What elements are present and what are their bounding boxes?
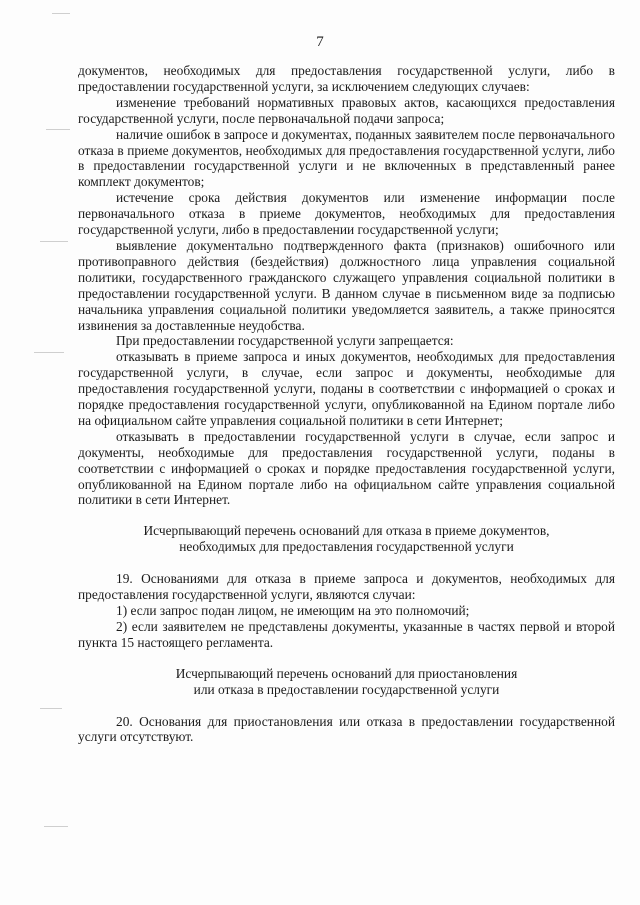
paragraph: истечение срока действия документов или изменение информации после первоначального отказа в приеме документов, необходимых для предоставления государственной услуги, либо в предоставлении государственной услуги; [78, 190, 615, 238]
paragraph: изменение требований нормативных правовых актов, касающихся предоставления государственной услуги, после первоначальной подачи запроса; [78, 94, 615, 126]
document-body [78, 63, 615, 745]
section-heading [78, 523, 615, 555]
section-heading-line: Исчерпывающий перечень оснований для отказа в приеме документов, [143, 523, 550, 539]
paragraph: выявление документально подтвержденного факта (признаков) ошибочного или противоправного действия (бездействия) должностного лица управления социальной политики, государственного гражданского служащего управления социальной политики в предоставлении государственной услуги. В данном случае в письменном виде за подписью начальника управления социальной политики уведомляется заявитель, а также приносятся извинения за доставленные неудобства. [78, 237, 615, 333]
paragraph: 1) если запрос подан лицом, не имеющим на это полномочий; [116, 603, 470, 618]
paragraph: отказывать в приеме запроса и иных документов, необходимых для предоставления государственной услуги, в случае, если запрос и документы, необходимые для предоставления государственной услуги, поданы в соответствии с информацией о сроках и порядке предоставления государственной услуги, опубликованной на Едином портале либо на официальном сайте управления социальной политики в сети Интернет; [78, 349, 615, 428]
section-heading-line: Исчерпывающий перечень оснований для приостановления [175, 665, 518, 681]
section-heading-line: или отказа в предоставлении государственной услуги [193, 681, 500, 697]
paragraph: При предоставлении государственной услуги запрещается: [116, 333, 454, 349]
scan-artifact [40, 708, 62, 709]
paragraph: наличие ошибок в запросе и документах, поданных заявителем после первоначального отказа в приеме документов, необходимых для предоставления государственной услуги, либо в предоставлении государственной услуги и не включенных в представленный ранее комплект документов; [78, 126, 615, 190]
paragraph: отказывать в предоставлении государственной услуги в случае, если запрос и документы, необходимые для предоставления государственной услуги, поданы в соответствии с информацией о сроках и порядке предоставления государственной услуги, опубликованной на Едином портале либо на официальном сайте управления социальной политики в сети Интернет. [78, 428, 615, 508]
scan-artifact [44, 826, 68, 827]
paragraph: 19. Основаниями для отказа в приеме запроса и документов, необходимых для предоставления государственной услуги, являются случаи: [78, 571, 615, 603]
scan-artifact [52, 13, 70, 14]
scan-artifact [40, 241, 68, 242]
section-heading-line: необходимых для предоставления государственной услуги [179, 539, 514, 555]
scan-artifact [46, 129, 70, 130]
paragraph: документов, необходимых для предоставления государственной услуги, либо в предоставлении государственной услуги, за исключением следующих случаев: [78, 63, 615, 94]
scan-artifact [34, 352, 64, 353]
page-number: 7 [316, 34, 324, 50]
paragraph: 2) если заявителем не представлены документы, указанные в частях первой и второй пункта 15 настоящего регламента. [78, 618, 615, 650]
paragraph: 20. Основания для приостановления или отказа в предоставлении государственной услуги отсутствуют. [78, 713, 615, 745]
section-heading [78, 666, 615, 698]
